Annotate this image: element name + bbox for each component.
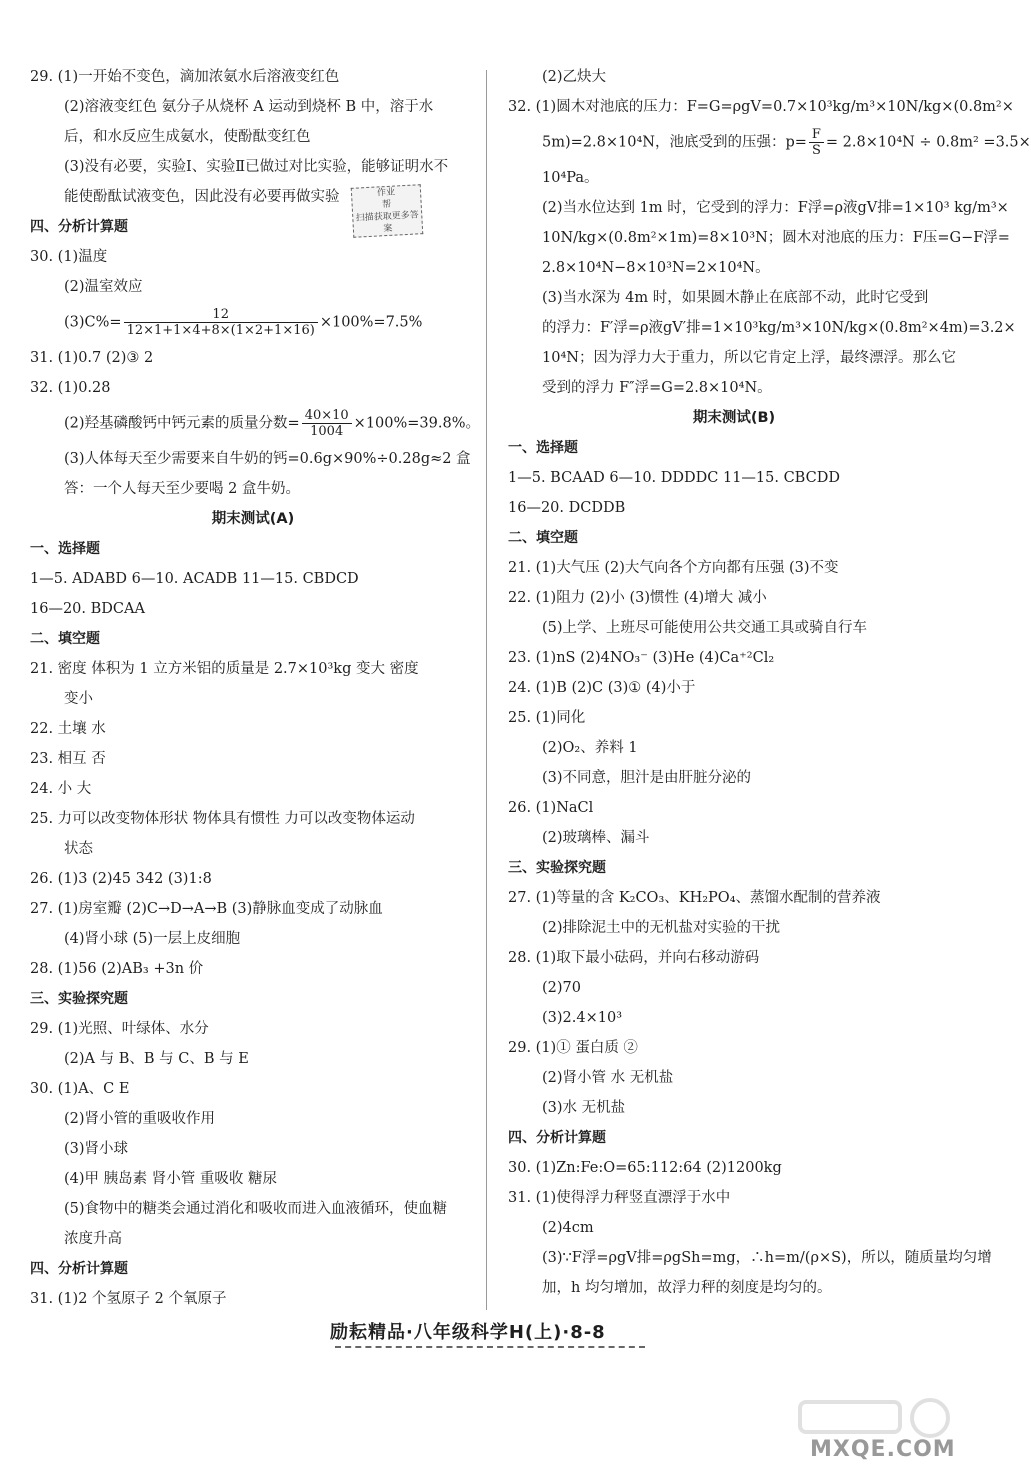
- answer-line: 28. (1)取下最小砝码，并向右移动游码: [508, 950, 760, 966]
- fraction-numerator: 12: [124, 307, 318, 323]
- answer-line: 加，h 均匀增加，故浮力秤的刻度是均匀的。: [542, 1280, 832, 1296]
- section-heading: 一、选择题: [30, 541, 100, 557]
- answer-line: 后，和水反应生成氨水，使酚酞变红色: [64, 129, 311, 145]
- answer-line: (2)当水位达到 1m 时，它受到的浮力：F浮=ρ液gV排=1×10³ kg/m³×: [542, 200, 1009, 216]
- section-heading: 四、分析计算题: [30, 1261, 128, 1277]
- answer-line: 29. (1)① 蛋白质 ②: [508, 1040, 638, 1056]
- answer-line: 21. 密度 体积为 1 立方米铝的质量是 2.7×10³kg 变大 密度: [30, 661, 419, 677]
- section-heading: 三、实验探究题: [30, 991, 128, 1007]
- section-heading: 四、分析计算题: [508, 1130, 606, 1146]
- answer-line: 28. (1)56 (2)AB₃ +3n 价: [30, 961, 204, 977]
- answer-line: (5)上学、上班尽可能使用公共交通工具或骑自行车: [542, 620, 868, 636]
- section-heading: 三、实验探究题: [508, 860, 606, 876]
- answer-line: 30. (1)温度: [30, 249, 108, 265]
- answer-line: (2)O₂、养料 1: [542, 740, 638, 756]
- stamp-line-3: 扫描获取更多答案: [355, 210, 420, 235]
- answer-line: 1—5. ADABD 6—10. ACADB 11—15. CBDCD: [30, 571, 359, 587]
- test-title: 期末测试(A): [211, 511, 295, 527]
- answer-line: 32. (1)0.28: [30, 380, 111, 396]
- section-heading: 二、填空题: [508, 530, 578, 546]
- answer-line: 31. (1)0.7 (2)③ 2: [30, 350, 154, 366]
- formula-suffix: ×100%=39.8%。: [353, 415, 480, 432]
- answer-line: 29. (1)一开始不变色，滴加浓氨水后溶液变红色: [30, 69, 340, 85]
- answer-line: (4)肾小球 (5)一层上皮细胞: [64, 931, 241, 947]
- section-heading: 二、填空题: [30, 631, 100, 647]
- answer-line: 25. (1)同化: [508, 710, 586, 726]
- answer-line: (2)玻璃棒、漏斗: [542, 830, 650, 846]
- formula-prefix: (2)羟基磷酸钙中钙元素的质量分数=: [64, 415, 300, 432]
- answer-line: 1—5. BCAAD 6—10. DDDDC 11—15. CBCDD: [508, 470, 840, 486]
- answer-line: 30. (1)A、C E: [30, 1081, 130, 1097]
- answer-line: 10⁴Pa。: [542, 170, 599, 186]
- answer-line: 27. (1)等量的含 K₂CO₃、KH₂PO₄、蒸馏水配制的营养液: [508, 890, 881, 906]
- answer-line: (2)70: [542, 980, 581, 996]
- answer-line: (2)温室效应: [64, 279, 143, 295]
- answer-line: (2)乙炔大: [542, 69, 607, 85]
- fraction: [302, 408, 352, 439]
- stamp-line-2: 帮: [381, 199, 392, 211]
- formula-prefix: 5m)=2.8×10⁴N，池底受到的压强：p=: [542, 134, 807, 151]
- answer-line: (2)肾小管 水 无机盐: [542, 1070, 674, 1086]
- answer-line: (2)肾小管的重吸收作用: [64, 1111, 216, 1127]
- answer-line: 26. (1)3 (2)45 342 (3)1:8: [30, 871, 212, 887]
- answer-line: [30, 403, 480, 444]
- section-heading: 四、分析计算题: [30, 219, 128, 235]
- answer-line: (3)水 无机盐: [542, 1100, 626, 1116]
- answer-line: (5)食物中的糖类会通过消化和吸收而进入血液循环，使血糖: [64, 1201, 448, 1217]
- answer-line: [30, 302, 476, 343]
- answer-line: 25. 力可以改变物体形状 物体具有惯性 力可以改变物体运动: [30, 811, 415, 827]
- answer-line: 浓度升高: [64, 1231, 122, 1247]
- answer-line: (3)人体每天至少需要来自牛奶的钙=0.6g×90%÷0.28g≈2 盒: [64, 451, 471, 467]
- answer-line: (2)溶液变红色 氨分子从烧杯 A 运动到烧杯 B 中，溶于水: [64, 99, 434, 115]
- answer-line: 能使酚酞试液变色，因此没有必要再做实验: [64, 189, 340, 205]
- formula-suffix: ×100%=7.5%: [319, 314, 423, 331]
- answer-line: 受到的浮力 F″浮=G=2.8×10⁴N。: [542, 380, 772, 396]
- formula-prefix: (3)C%=: [64, 314, 122, 331]
- answer-line: (3)2.4×10³: [542, 1010, 623, 1026]
- answer-line: 22. 土壤 水: [30, 721, 106, 737]
- answer-line: (3)没有必要，实验Ⅰ、实验Ⅱ已做过对比实验，能够证明水不: [64, 159, 449, 175]
- answer-line: 24. 小 大: [30, 781, 92, 797]
- answer-line: (3)不同意，胆汁是由肝脏分泌的: [542, 770, 752, 786]
- answer-line: (2)4cm: [542, 1220, 594, 1236]
- answer-line: 29. (1)光照、叶绿体、水分: [30, 1021, 209, 1037]
- homework-stamp: [351, 184, 424, 238]
- column-divider: [486, 70, 487, 1310]
- answer-line: 16—20. DCDDB: [508, 500, 626, 516]
- answer-line: 16—20. BDCAA: [30, 601, 145, 617]
- fraction-numerator: F: [809, 127, 824, 143]
- page-footer: 励耘精品·八年级科学H(上)·8-8: [330, 1322, 606, 1343]
- answer-line: (3)肾小球: [64, 1141, 129, 1157]
- answer-line: 10⁴N；因为浮力大于重力，所以它肯定上浮，最终漂浮。那么它: [542, 350, 956, 366]
- answer-line: 21. (1)大气压 (2)大气向各个方向都有压强 (3)不变: [508, 560, 839, 576]
- answer-line: 答：一个人每天至少要喝 2 盒牛奶。: [64, 481, 300, 497]
- answer-line: 的浮力：F′浮=ρ液gV′排=1×10³kg/m³×10N/kg×(0.8m²×4m)=3.2×: [542, 320, 1016, 336]
- section-heading: 一、选择题: [508, 440, 578, 456]
- answer-line: (2)排除泥土中的无机盐对实验的干扰: [542, 920, 781, 936]
- right-column: [508, 62, 1031, 1303]
- fraction-numerator: 40×10: [302, 408, 352, 424]
- answer-line: (3)当水深为 4m 时，如果圆木静止在底部不动，此时它受到: [542, 290, 929, 306]
- answer-line: (2)A 与 B、B 与 C、B 与 E: [64, 1051, 249, 1067]
- answer-line: 23. (1)nS (2)4NO₃⁻ (3)He (4)Ca⁺²Cl₂: [508, 650, 775, 666]
- answer-line: 26. (1)NaCl: [508, 800, 594, 816]
- answer-line: 22. (1)阻力 (2)小 (3)惯性 (4)增大 减小: [508, 590, 767, 606]
- answer-line: 32. (1)圆木对池底的压力：F=G=ρgV=0.7×10³kg/m³×10N/kg×(0.8m²×: [508, 99, 1014, 115]
- watermark-text: MXQE.COM: [810, 1437, 956, 1462]
- answer-line: [508, 122, 1031, 163]
- formula-suffix: = 2.8×10⁴N ÷ 0.8m² =3.5×: [825, 134, 1031, 151]
- answer-line: 30. (1)Zn:Fe:O=65:112:64 (2)1200kg: [508, 1160, 782, 1176]
- answer-line: 10N/kg×(0.8m²×1m)=8×10³N；圆木对池底的压力：F压=G−F浮=: [542, 230, 1010, 246]
- answer-line: 27. (1)房室瓣 (2)C→D→A→B (3)静脉血变成了动脉血: [30, 901, 383, 917]
- test-title: 期末测试(B): [692, 410, 776, 426]
- answer-line: 变小: [64, 691, 93, 707]
- answer-line: 31. (1)2 个氢原子 2 个氧原子: [30, 1291, 227, 1307]
- answer-line: (4)甲 胰岛素 肾小管 重吸收 糖尿: [64, 1171, 277, 1187]
- answer-line: 31. (1)使得浮力秤竖直漂浮于水中: [508, 1190, 731, 1206]
- answer-line: 24. (1)B (2)C (3)① (4)小于: [508, 680, 696, 696]
- answer-line: 23. 相互 否: [30, 751, 106, 767]
- answer-line: 状态: [64, 841, 93, 857]
- footer-divider: [335, 1346, 645, 1348]
- left-column: [30, 62, 480, 1314]
- fraction: [809, 127, 824, 158]
- answer-line: (3)∵F浮=ρgV排=ρgSh=mg，∴h=m/(ρ×S)，所以，随质量均匀增: [542, 1250, 992, 1266]
- fraction: [124, 307, 318, 338]
- fraction-denominator: 1004: [310, 424, 344, 439]
- answer-line: 2.8×10⁴N−8×10³N=2×10⁴N。: [542, 260, 770, 276]
- fraction-denominator: S: [811, 143, 821, 158]
- fraction-denominator: 12×1+1×4+8×(1×2+1×16): [126, 323, 315, 338]
- stamp-line-1: 作业: [376, 187, 396, 199]
